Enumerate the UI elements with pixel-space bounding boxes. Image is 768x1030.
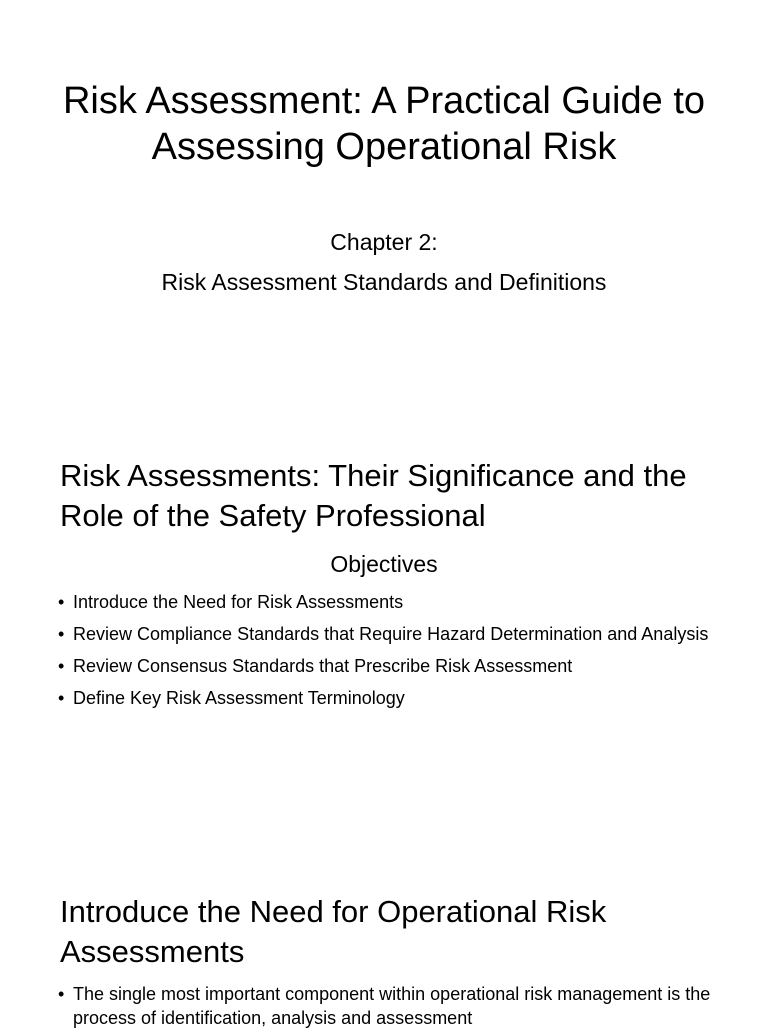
list-item [58, 622, 722, 646]
list-item [58, 654, 722, 678]
list-item [58, 590, 722, 614]
list-item-text: Define Key Risk Assessment Terminology [73, 688, 405, 708]
bullet-icon: • [58, 592, 65, 612]
list-item-text: Introduce the Need for Risk Assessments [73, 592, 404, 612]
bullet-icon: • [58, 624, 65, 644]
list-item-text: The single most important component within operational risk management is the process of identification, analysis and assessment [73, 984, 711, 1028]
list-item-text: Review Compliance Standards that Require Hazard Determination and Analysis [73, 624, 709, 644]
slide-objectives [0, 432, 768, 864]
objectives-list [58, 590, 722, 718]
chapter-number: Chapter 2: [330, 229, 438, 255]
slide-title [0, 0, 768, 432]
slide-heading: Risk Assessments: Their Significance and the Role of the Safety Professional [60, 458, 687, 533]
bullet-icon: • [58, 656, 65, 676]
slide-need-for-assessments [0, 864, 768, 1028]
bullet-icon: • [58, 688, 65, 708]
chapter-subtitle [60, 228, 708, 308]
objectives-heading: Objectives [330, 551, 438, 577]
document-title: Risk Assessment: A Practical Guide to Assessing Operational Risk [62, 80, 706, 168]
bullet-icon: • [58, 984, 65, 1004]
content-list [58, 982, 722, 1030]
chapter-title: Risk Assessment Standards and Definitions [161, 269, 607, 295]
list-item-text: Review Consensus Standards that Prescribe Risk Assessment [73, 656, 573, 676]
slide-heading: Introduce the Need for Operational Risk Assessments [60, 894, 607, 969]
list-item [58, 686, 722, 710]
list-item [58, 982, 722, 1030]
